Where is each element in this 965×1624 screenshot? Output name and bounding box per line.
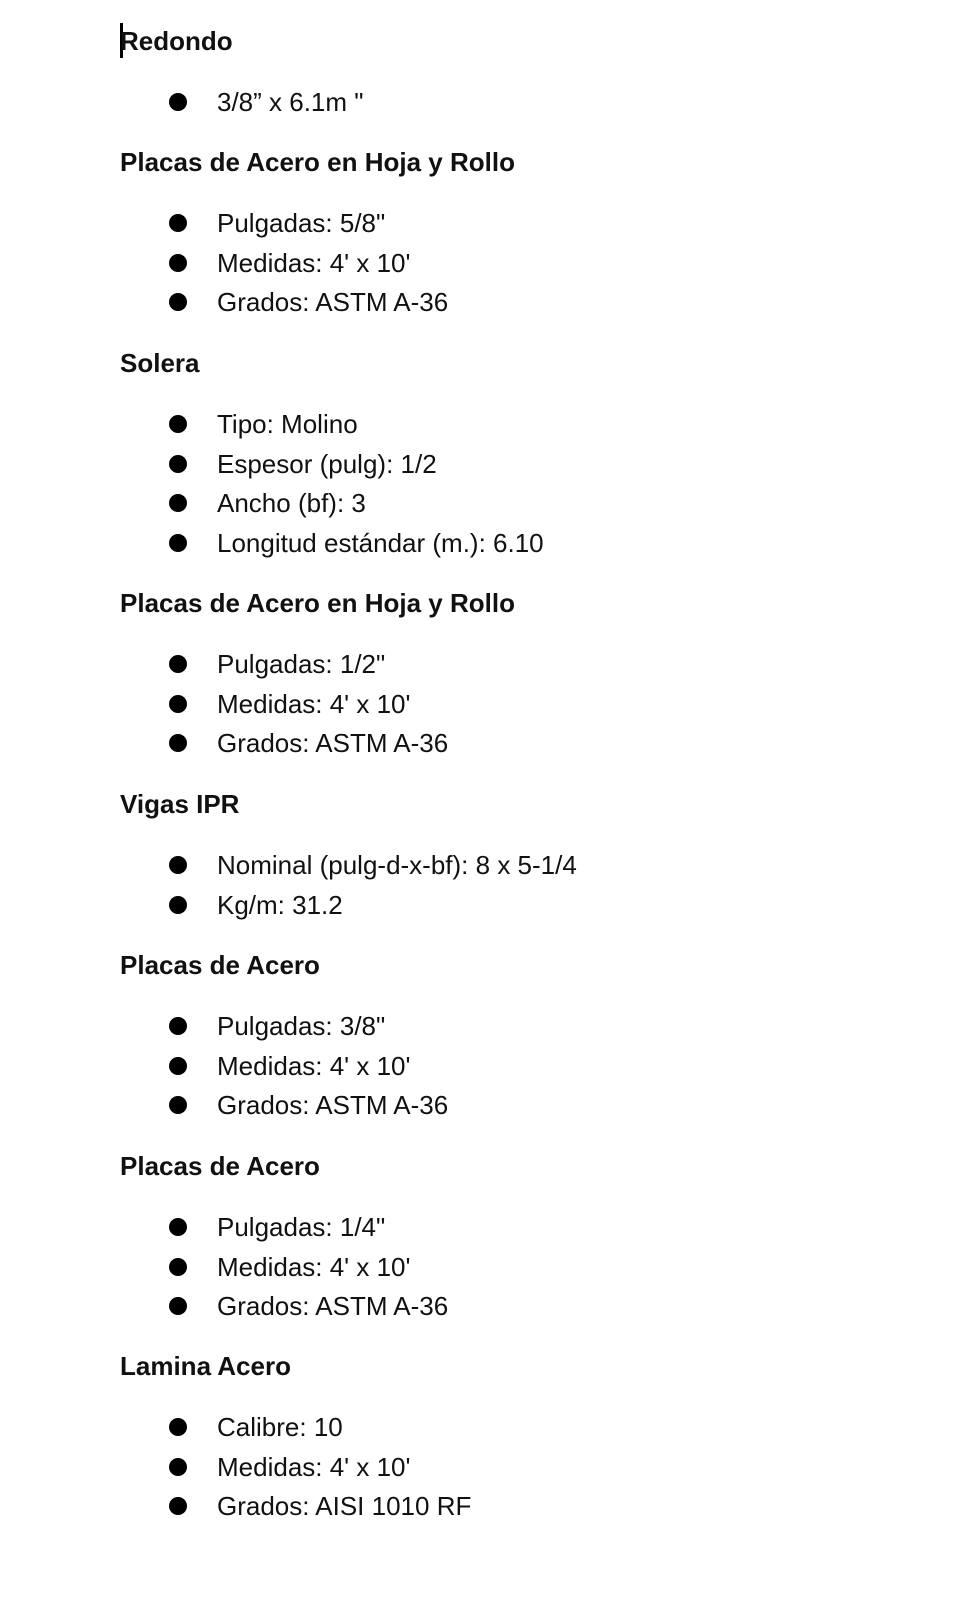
list-item: Pulgadas: 1/4"	[217, 1212, 386, 1242]
list-item: Pulgadas: 3/8"	[217, 1011, 386, 1041]
bullet-icon	[169, 455, 187, 473]
bullet-icon	[169, 534, 187, 552]
list-item: Grados: ASTM A-36	[217, 1291, 449, 1322]
list-item: Calibre: 10	[217, 1412, 343, 1442]
bullet-icon	[169, 896, 187, 914]
bullet-icon	[169, 254, 187, 272]
list-item: Tipo: Molino	[217, 409, 358, 439]
bullet-icon	[169, 734, 187, 752]
section-heading: Placas de Acero	[120, 950, 320, 980]
list-item: Grados: ASTM A-36	[217, 287, 449, 318]
section-heading: Solera	[120, 348, 200, 378]
list-item: Pulgadas: 5/8"	[217, 208, 386, 238]
list-item: Grados: ASTM A-36	[217, 1090, 449, 1121]
section-heading: Placas de Acero en Hoja y Rollo	[120, 588, 515, 618]
bullet-icon	[169, 1497, 187, 1515]
list-item: Espesor (pulg): 1/2	[217, 448, 437, 479]
list-item: Medidas: 4' x 10'	[217, 1451, 411, 1482]
bullet-icon	[169, 1218, 187, 1236]
bullet-icon	[169, 1297, 187, 1315]
bullet-icon	[169, 293, 187, 311]
list-item: Ancho (bf): 3	[217, 488, 366, 519]
bullet-icon	[169, 1258, 187, 1276]
bullet-icon	[169, 214, 187, 232]
list-item: 3/8” x 6.1m "	[217, 87, 364, 117]
bullet-icon	[169, 1418, 187, 1436]
list-item: Kg/m: 31.2	[217, 889, 343, 920]
list-item: Nominal (pulg-d-x-bf): 8 x 5-1/4	[217, 850, 577, 880]
bullet-icon	[169, 1096, 187, 1114]
section-heading: Placas de Acero en Hoja y Rollo	[120, 147, 515, 177]
bullet-icon	[169, 494, 187, 512]
bullet-icon	[169, 1458, 187, 1476]
list-item: Medidas: 4' x 10'	[217, 688, 411, 719]
section-heading: Vigas IPR	[120, 789, 240, 819]
section-heading: Placas de Acero	[120, 1151, 320, 1181]
list-item: Medidas: 4' x 10'	[217, 1251, 411, 1282]
list-item: Grados: ASTM A-36	[217, 728, 449, 759]
bullet-icon	[169, 1017, 187, 1035]
section-heading: Redondo	[120, 26, 233, 56]
list-item: Medidas: 4' x 10'	[217, 247, 411, 278]
bullet-icon	[169, 93, 187, 111]
bullet-icon	[169, 655, 187, 673]
list-item: Pulgadas: 1/2"	[217, 649, 386, 679]
bullet-icon	[169, 415, 187, 433]
list-item: Grados: AISI 1010 RF	[217, 1491, 472, 1522]
bullet-icon	[169, 856, 187, 874]
bullet-icon	[169, 695, 187, 713]
list-item: Medidas: 4' x 10'	[217, 1050, 411, 1081]
list-item: Longitud estándar (m.): 6.10	[217, 527, 544, 558]
bullet-icon	[169, 1057, 187, 1075]
section-heading: Lamina Acero	[120, 1351, 291, 1381]
